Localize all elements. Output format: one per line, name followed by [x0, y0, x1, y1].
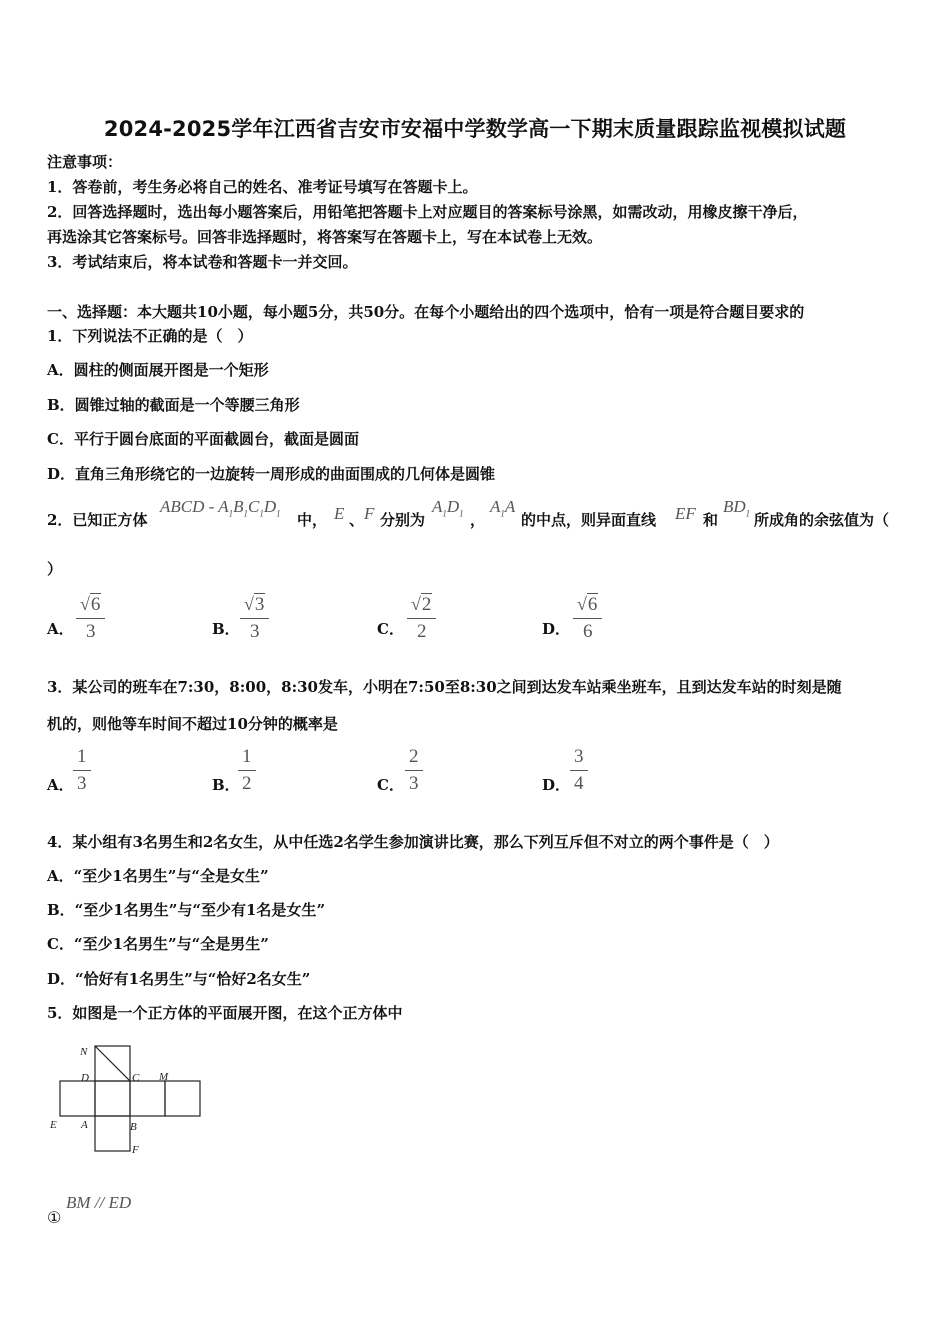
q2-stem-part2: 中，	[297, 511, 328, 529]
q2-and: 和	[703, 511, 719, 529]
q3-option-d-value: 3 4	[570, 746, 588, 795]
figure-label-n: N	[80, 1046, 88, 1058]
q4-option-a: A．“至少1名男生”与“全是女生”	[47, 867, 269, 885]
figure-label-e: E	[50, 1119, 57, 1131]
section-heading: 一、选择题：本大题共10小题，每小题5分，共50分。在每个小题给出的四个选项中，恰有一项是符合题目要求的	[47, 303, 805, 321]
figure-label-f: F	[132, 1144, 139, 1156]
q2-segment-a1a: $A_1A$	[490, 497, 516, 519]
q2-option-b-label: B．	[212, 620, 240, 638]
q1-option-d: D．直角三角形绕它的一边旋转一周形成的曲面围成的几何体是圆锥	[47, 465, 496, 483]
figure-label-d: D	[81, 1072, 89, 1084]
q2-stem-part3: 分别为	[380, 511, 426, 529]
q3-option-b-value: 1 2	[238, 746, 256, 795]
figure-label-a: A	[81, 1119, 88, 1131]
cube-net-figure	[45, 1040, 210, 1160]
q2-stem-part5: 的中点，则异面直线	[521, 511, 657, 529]
q4-option-c: C．“至少1名男生”与“全是男生”	[47, 935, 269, 953]
q2-option-b-value: √3 3	[240, 593, 269, 643]
q5-stem: 5．如图是一个正方体的平面展开图，在这个正方体中	[47, 1004, 403, 1022]
q2-stem-part1: 2．已知正方体	[47, 511, 148, 529]
q3-stem-line2: 机的，则他等车时间不超过10分钟的概率是	[47, 715, 338, 733]
q2-option-a-value: √6 3	[76, 593, 105, 643]
q2-option-c-label: C．	[377, 620, 404, 638]
q4-option-d: D．“恰好有1名男生”与“恰好2名女生”	[47, 970, 311, 988]
notice-heading: 注意事项：	[47, 153, 123, 171]
q4-option-b: B．“至少1名男生”与“至少有1名是女生”	[47, 901, 326, 919]
q3-option-c-label: C．	[377, 776, 404, 794]
figure-label-c: C	[132, 1072, 140, 1084]
q2-stem-close: ）	[47, 560, 63, 578]
q3-option-d-label: D．	[542, 776, 571, 794]
q1-stem: 1．下列说法不正确的是（ ）	[47, 327, 253, 345]
q1-option-b: B．圆锥过轴的截面是一个等腰三角形	[47, 396, 300, 414]
q3-option-a-label: A．	[47, 776, 74, 794]
q5-item1-statement: BM // ED	[66, 1193, 132, 1212]
q1-option-a: A．圆柱的侧面展开图是一个矩形	[47, 361, 269, 379]
q3-option-b-label: B．	[212, 776, 240, 794]
q2-line-bd1: $BD_1$	[723, 497, 751, 519]
q2-segment-a1d1: $A_1D_1$	[432, 497, 464, 519]
q2-option-d-value: √6 6	[573, 593, 602, 643]
q2-option-a-label: A．	[47, 620, 74, 638]
notice-item-2-cont: 再选涂其它答案标号。回答非选择题时，将答案写在答题卡上，写在本试卷上无效。	[47, 228, 603, 246]
notice-item-1: 1．答卷前，考生务必将自己的姓名、准考证号填写在答题卡上。	[47, 178, 478, 196]
q4-stem: 4．某小组有3名男生和2名女生，从中任选2名学生参加演讲比赛，那么下列互斥但不对立的两个事件是（ ）	[47, 833, 779, 851]
q2-stem-part7: 所成角的余弦值为（	[754, 511, 890, 529]
figure-label-b: B	[130, 1121, 137, 1133]
q3-option-a-value: 1 3	[73, 746, 91, 795]
q3-stem-line1: 3．某公司的班车在7:30，8:00，8:30发车，小明在7:50至8:30之间到达发车站乘坐班车，且到达发车站的时刻是随	[47, 678, 842, 696]
q2-option-c-value: √2 2	[407, 593, 436, 643]
q2-cube-name: ABCD - $A_1B_1C_1D_1$	[160, 497, 281, 519]
notice-item-3: 3．考试结束后，将本试卷和答题卡一并交回。	[47, 253, 358, 271]
q2-point-e: E	[334, 504, 345, 523]
q2-comma: ，	[470, 511, 486, 529]
q2-line-ef: EF	[675, 504, 696, 523]
q5-item1-marker: ①	[47, 1208, 62, 1227]
page-title: 2024-2025学年江西省吉安市安福中学数学高一下期末质量跟踪监视模拟试题	[103, 117, 847, 141]
q2-separator: 、	[349, 511, 365, 529]
q1-option-c: C．平行于圆台底面的平面截圆台，截面是圆面	[47, 430, 359, 448]
notice-item-2: 2．回答选择题时，选出每小题答案后，用铅笔把答题卡上对应题目的答案标号涂黑，如需改动，用橡皮擦干净后，	[47, 203, 808, 221]
figure-label-m: M	[159, 1071, 169, 1083]
q2-option-d-label: D．	[542, 620, 571, 638]
q2-point-f: F	[364, 504, 375, 523]
q3-option-c-value: 2 3	[405, 746, 423, 795]
